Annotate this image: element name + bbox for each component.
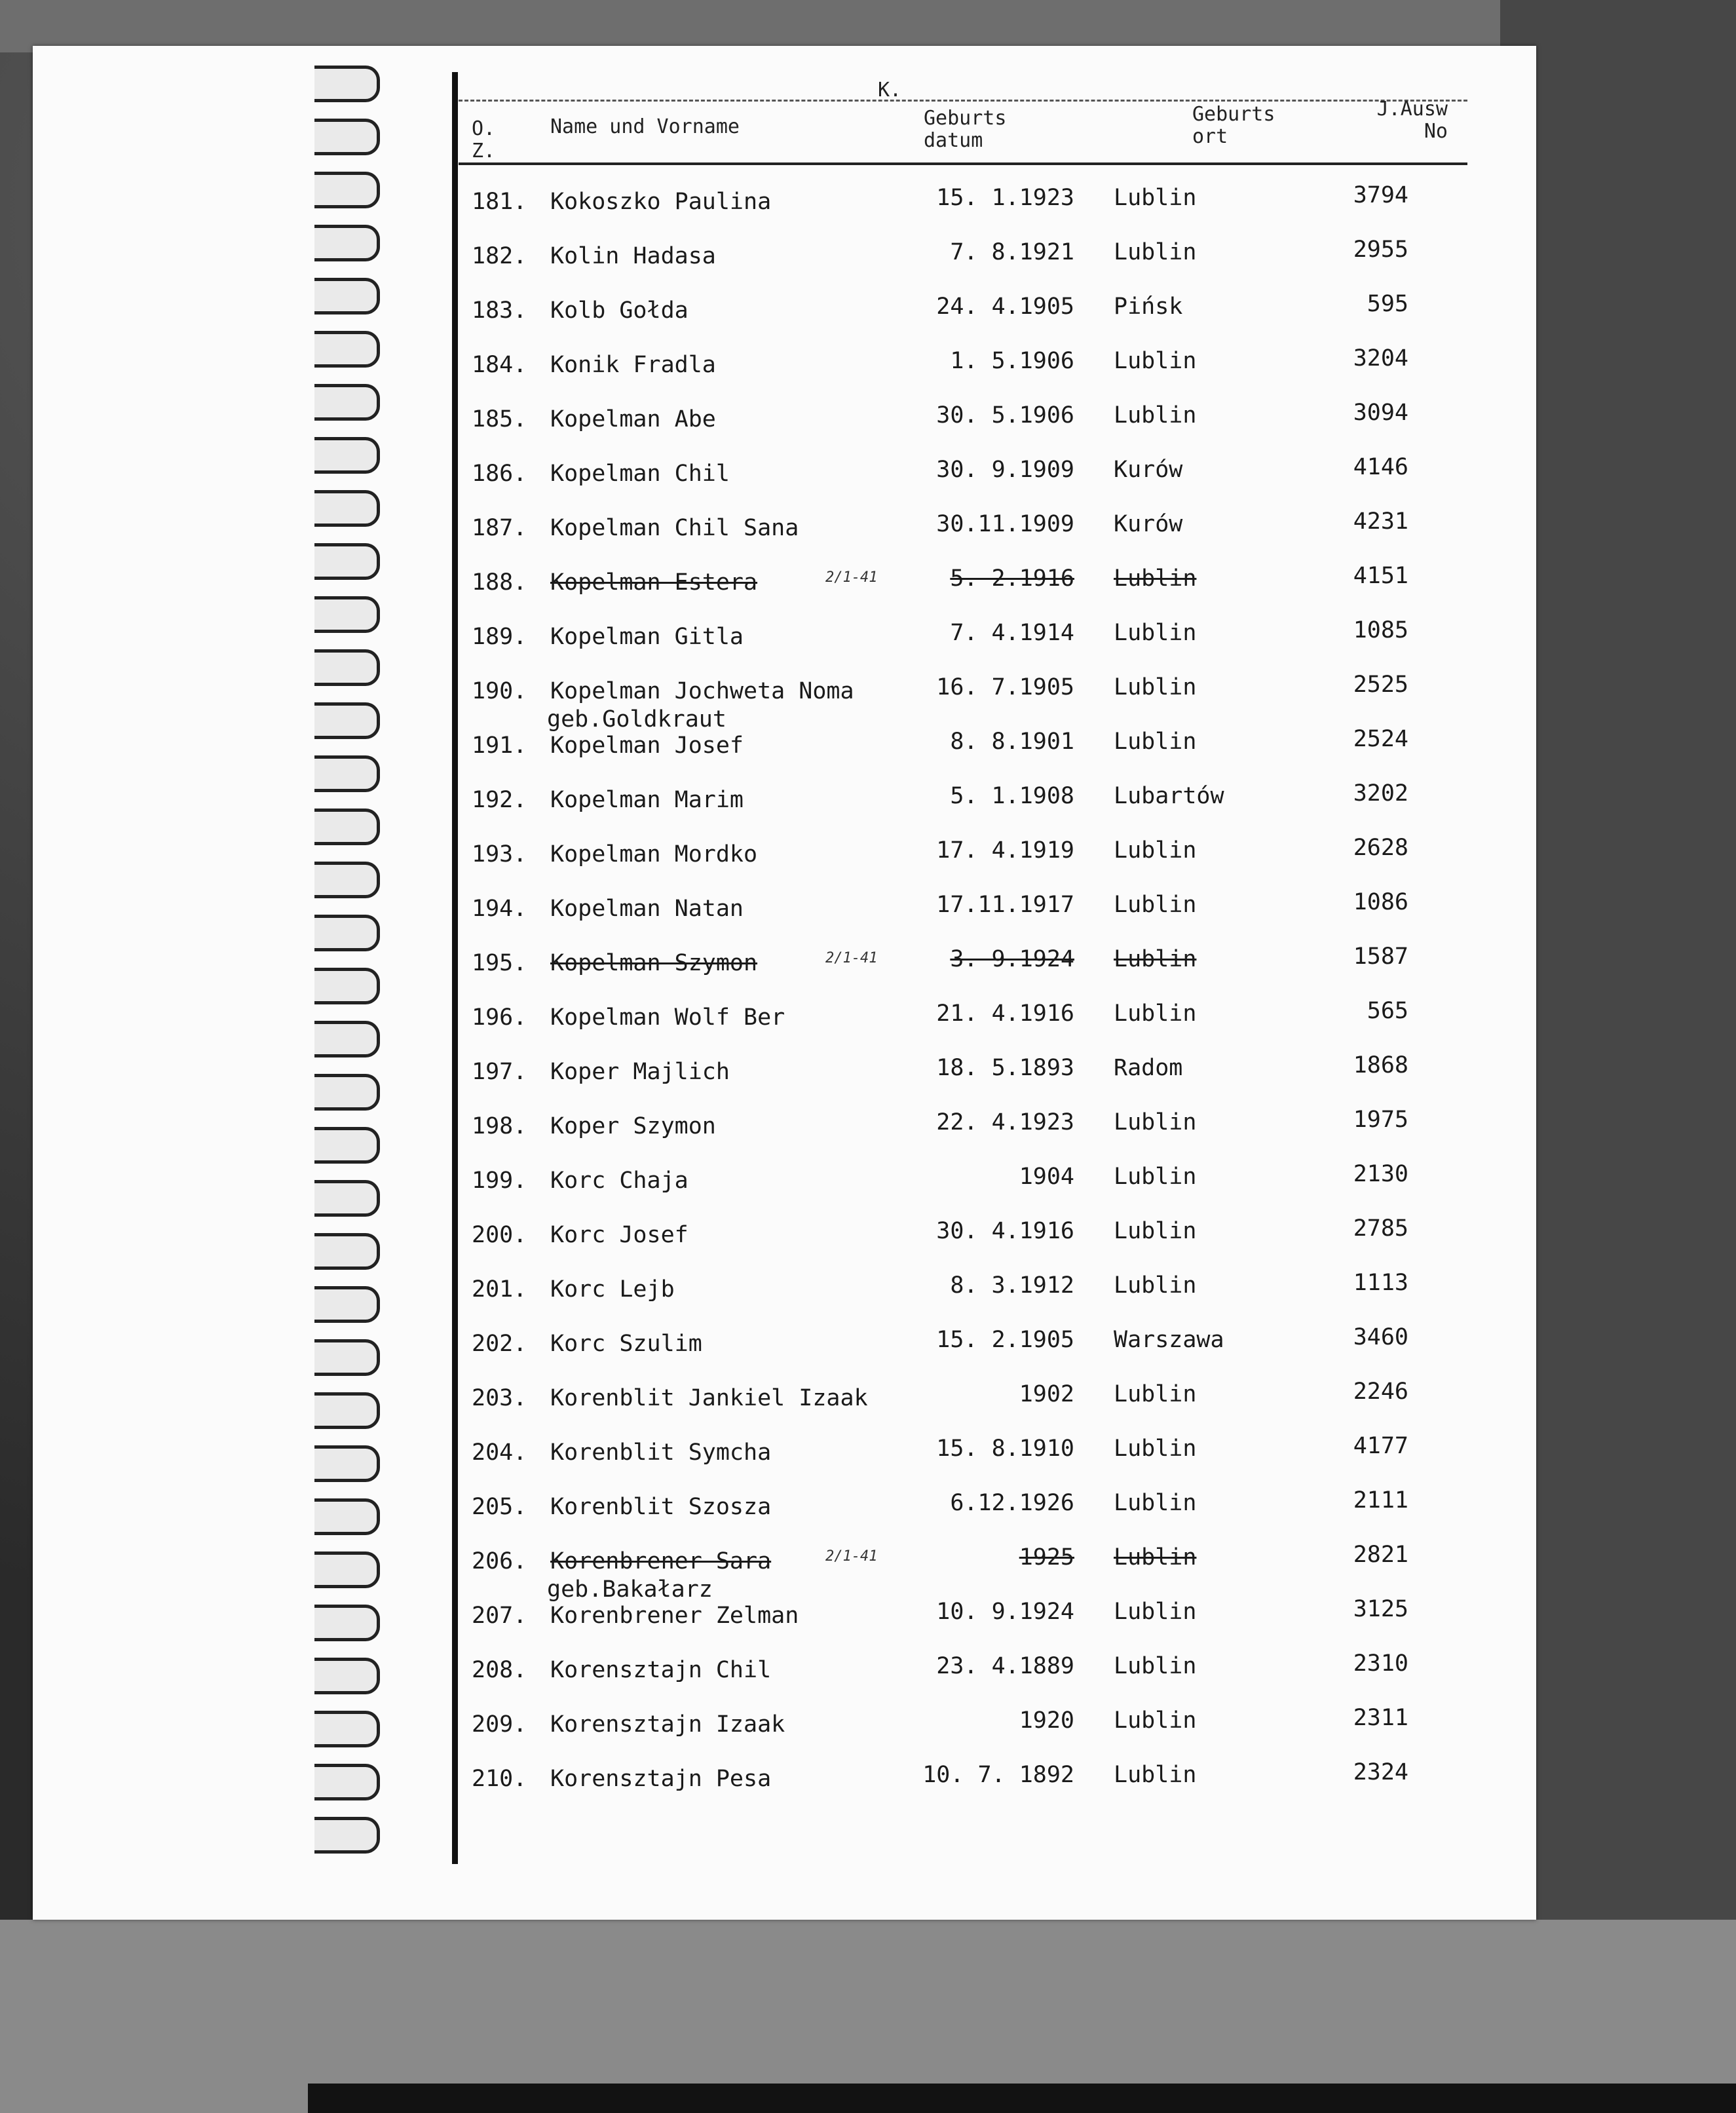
row-ausweis-number: 2524: [1353, 726, 1408, 752]
row-number: 205.: [472, 1494, 527, 1520]
row-birthdate: 8. 3.1912: [950, 1272, 1074, 1299]
binding-ring: [314, 1498, 380, 1535]
table-row: [459, 612, 1467, 666]
row-number: 197.: [472, 1059, 527, 1085]
table-row: [459, 1265, 1467, 1319]
row-birthplace: Lublin: [1114, 1544, 1197, 1570]
row-birthdate: 30.11.1909: [936, 511, 1074, 537]
margin-line: [452, 72, 458, 1864]
binding-ring: [314, 702, 380, 739]
binding-ring: [314, 331, 380, 368]
row-birthdate: 8. 8.1901: [950, 729, 1074, 755]
row-name: Korc Josef: [550, 1222, 689, 1248]
row-ausweis-number: 1587: [1353, 943, 1408, 970]
row-ausweis-number: 1085: [1353, 617, 1408, 643]
table-row: [459, 286, 1467, 340]
row-name: Kopelman Chil Sana: [550, 515, 799, 541]
row-number: 202.: [472, 1331, 527, 1357]
row-ausweis-number: 2821: [1353, 1542, 1408, 1568]
binding-ring: [314, 1392, 380, 1429]
row-name: Kopelman Gitla: [550, 624, 744, 650]
table-row: [459, 1700, 1467, 1754]
row-birthdate: 18. 5.1893: [936, 1055, 1074, 1081]
row-annotation: 2/1-41: [825, 1548, 878, 1565]
table-row: [459, 558, 1467, 612]
row-number: 206.: [472, 1548, 527, 1574]
row-ausweis-number: 2324: [1353, 1759, 1408, 1785]
row-birthplace: Lubartów: [1114, 783, 1224, 809]
row-birthplace: Lublin: [1114, 837, 1197, 864]
row-name: Kolin Hadasa: [550, 243, 716, 269]
row-birthplace: Lublin: [1114, 1436, 1197, 1462]
header-rule: [459, 162, 1467, 165]
binding-ring: [314, 862, 380, 898]
row-birthplace: Lublin: [1114, 1109, 1197, 1135]
table-row: [459, 394, 1467, 449]
header-name: Name und Vorname: [550, 115, 740, 138]
row-ausweis-number: 2785: [1353, 1215, 1408, 1242]
row-name: Korenblit Symcha: [550, 1439, 772, 1466]
row-birthdate: 1920: [1019, 1707, 1074, 1734]
row-birthplace: Lublin: [1114, 1490, 1197, 1516]
binding-ring: [314, 490, 380, 527]
row-number: 207.: [472, 1603, 527, 1629]
row-name: Kopelman Wolf Ber: [550, 1004, 785, 1031]
binding-ring: [314, 1658, 380, 1694]
row-birthdate: 1902: [1019, 1381, 1074, 1407]
header-ausweis: J.Ausw No: [1376, 98, 1448, 143]
row-birthdate: 15. 2.1905: [936, 1327, 1074, 1353]
row-name: Koper Szymon: [550, 1113, 716, 1139]
row-birthdate: 16. 7.1905: [936, 674, 1074, 700]
table-row: [459, 775, 1467, 829]
row-birthplace: Lublin: [1114, 239, 1197, 265]
row-birthdate: 21. 4.1916: [936, 1000, 1074, 1027]
binding-ring: [314, 1021, 380, 1057]
binding-ring: [314, 1605, 380, 1641]
row-birthdate: 5. 1.1908: [950, 783, 1074, 809]
row-maiden-name: geb.Goldkraut: [547, 706, 726, 733]
row-ausweis-number: 2311: [1353, 1705, 1408, 1731]
table-row: [459, 829, 1467, 884]
row-birthplace: Lublin: [1114, 729, 1197, 755]
row-ausweis-number: 4146: [1353, 454, 1408, 480]
row-ausweis-number: 1113: [1353, 1270, 1408, 1296]
binding-ring: [314, 1233, 380, 1270]
row-name: Korenbrener Sara: [550, 1548, 772, 1574]
row-number: 192.: [472, 787, 527, 813]
row-birthplace: Lublin: [1114, 946, 1197, 972]
row-birthdate: 3. 9.1924: [950, 946, 1074, 972]
row-birthplace: Lublin: [1114, 348, 1197, 374]
row-name: Korensztajn Izaak: [550, 1711, 785, 1738]
row-number: 186.: [472, 461, 527, 487]
binding-ring: [314, 649, 380, 686]
binding-ring: [314, 1445, 380, 1482]
row-name: Kopelman Marim: [550, 787, 744, 813]
row-birthplace: Lublin: [1114, 1164, 1197, 1190]
table-row: [459, 1754, 1467, 1808]
table-row: [459, 1210, 1467, 1265]
row-birthdate: 1904: [1019, 1164, 1074, 1190]
binding-ring: [314, 755, 380, 792]
binding-ring: [314, 1074, 380, 1111]
row-birthdate: 5. 2.1916: [950, 565, 1074, 592]
row-name: Kopelman Jochweta Noma: [550, 678, 854, 704]
row-birthplace: Lublin: [1114, 565, 1197, 592]
row-birthdate: 23. 4.1889: [936, 1653, 1074, 1679]
binding-ring: [314, 66, 380, 102]
table-row: [459, 1319, 1467, 1373]
table-row: [459, 231, 1467, 286]
row-birthdate: 17.11.1917: [936, 892, 1074, 918]
row-birthdate: 15. 8.1910: [936, 1436, 1074, 1462]
row-birthplace: Lublin: [1114, 1000, 1197, 1027]
row-number: 204.: [472, 1439, 527, 1466]
row-birthdate: 15. 1.1923: [936, 185, 1074, 211]
header-oz: O. Z.: [472, 117, 496, 162]
row-ausweis-number: 2628: [1353, 835, 1408, 861]
row-birthdate: 17. 4.1919: [936, 837, 1074, 864]
register-rows: [459, 177, 1467, 1808]
row-ausweis-number: 2525: [1353, 672, 1408, 698]
row-ausweis-number: 4151: [1353, 563, 1408, 589]
table-row: [459, 1576, 1467, 1645]
row-annotation: 2/1-41: [825, 569, 878, 586]
row-name: Korc Szulim: [550, 1331, 702, 1357]
row-birthplace: Lublin: [1114, 620, 1197, 646]
scan-bottom-edge: [308, 2084, 1736, 2113]
binding-ring: [314, 543, 380, 580]
row-birthplace: Lublin: [1114, 892, 1197, 918]
row-name: Korc Lejb: [550, 1276, 675, 1303]
row-name: Korc Chaja: [550, 1168, 689, 1194]
row-birthplace: Kurów: [1114, 457, 1183, 483]
row-birthdate: 6.12.1926: [950, 1490, 1074, 1516]
row-number: 199.: [472, 1168, 527, 1194]
row-birthdate: 30. 4.1916: [936, 1218, 1074, 1244]
table-row: [459, 1482, 1467, 1536]
table-row: [459, 706, 1467, 775]
row-ausweis-number: 4177: [1353, 1433, 1408, 1459]
row-name: Kopelman Mordko: [550, 841, 758, 867]
row-name: Kopelman Szymon: [550, 950, 758, 976]
binding-ring: [314, 596, 380, 633]
row-number: 198.: [472, 1113, 527, 1139]
row-name: Kopelman Chil: [550, 461, 730, 487]
header-birthdate: Geburts datum: [924, 107, 1007, 152]
row-number: 184.: [472, 352, 527, 378]
table-row: [459, 938, 1467, 993]
row-birthdate: 22. 4.1923: [936, 1109, 1074, 1135]
binding-ring: [314, 1551, 380, 1588]
row-birthdate: 24. 4.1905: [936, 294, 1074, 320]
binding-ring: [314, 809, 380, 845]
row-birthplace: Lublin: [1114, 402, 1197, 428]
table-row: [459, 177, 1467, 231]
row-birthplace: Kurów: [1114, 511, 1183, 537]
scan-top-edge: [0, 0, 1736, 52]
row-number: 203.: [472, 1385, 527, 1411]
binding-ring: [314, 1711, 380, 1747]
row-name: Konik Fradla: [550, 352, 716, 378]
row-birthplace: Lublin: [1114, 674, 1197, 700]
binding-ring: [314, 384, 380, 421]
row-number: 196.: [472, 1004, 527, 1031]
row-ausweis-number: 4231: [1353, 508, 1408, 535]
row-name: Koper Majlich: [550, 1059, 730, 1085]
row-birthdate: 10. 7. 1892: [922, 1762, 1074, 1788]
row-birthdate: 1925: [1019, 1544, 1074, 1570]
table-row: [459, 1645, 1467, 1700]
row-ausweis-number: 3794: [1353, 182, 1408, 208]
row-number: 200.: [472, 1222, 527, 1248]
spiral-binding: [308, 66, 393, 1867]
row-number: 210.: [472, 1766, 527, 1792]
row-name: Kolb Gołda: [550, 297, 689, 324]
table-row: [459, 1156, 1467, 1210]
row-ausweis-number: 3125: [1353, 1596, 1408, 1622]
row-name: Korensztajn Chil: [550, 1657, 772, 1683]
row-number: 195.: [472, 950, 527, 976]
binding-ring: [314, 1286, 380, 1323]
row-number: 201.: [472, 1276, 527, 1303]
table-row: [459, 1101, 1467, 1156]
binding-ring: [314, 278, 380, 314]
binding-ring: [314, 1180, 380, 1217]
row-name: Kopelman Natan: [550, 896, 744, 922]
row-name: Kopelman Abe: [550, 406, 716, 432]
row-number: 181.: [472, 189, 527, 215]
binding-ring: [314, 968, 380, 1004]
row-name: Kopelman Estera: [550, 569, 758, 596]
row-ausweis-number: 595: [1367, 291, 1408, 317]
row-name: Korenbrener Zelman: [550, 1603, 799, 1629]
row-annotation: 2/1-41: [825, 950, 878, 966]
row-name: Kokoszko Paulina: [550, 189, 772, 215]
row-birthplace: Radom: [1114, 1055, 1183, 1081]
register-sheet: [459, 79, 1467, 1861]
row-birthdate: 7. 8.1921: [950, 239, 1074, 265]
header-birthplace: Geburts ort: [1192, 103, 1275, 148]
header-dashed-rule: [459, 100, 1467, 102]
row-number: 194.: [472, 896, 527, 922]
binding-ring: [314, 172, 380, 208]
row-name: Korenblit Szosza: [550, 1494, 772, 1520]
row-maiden-name: geb.Bakałarz: [547, 1576, 713, 1603]
row-birthplace: Lublin: [1114, 1707, 1197, 1734]
row-birthdate: 7. 4.1914: [950, 620, 1074, 646]
row-number: 193.: [472, 841, 527, 867]
row-ausweis-number: 2955: [1353, 237, 1408, 263]
row-ausweis-number: 3202: [1353, 780, 1408, 807]
row-ausweis-number: 1868: [1353, 1052, 1408, 1078]
row-number: 188.: [472, 569, 527, 596]
row-birthplace: Pińsk: [1114, 294, 1183, 320]
row-birthplace: Lublin: [1114, 1381, 1197, 1407]
row-ausweis-number: 2111: [1353, 1487, 1408, 1513]
row-birthdate: 10. 9.1924: [936, 1599, 1074, 1625]
row-birthplace: Lublin: [1114, 185, 1197, 211]
row-ausweis-number: 1975: [1353, 1107, 1408, 1133]
row-birthplace: Warszawa: [1114, 1327, 1224, 1353]
row-birthplace: Lublin: [1114, 1218, 1197, 1244]
row-birthplace: Lublin: [1114, 1272, 1197, 1299]
row-number: 209.: [472, 1711, 527, 1738]
binding-ring: [314, 119, 380, 155]
row-ausweis-number: 3460: [1353, 1324, 1408, 1350]
table-row: [459, 1428, 1467, 1482]
row-birthplace: Lublin: [1114, 1653, 1197, 1679]
row-ausweis-number: 2246: [1353, 1379, 1408, 1405]
row-ausweis-number: 2310: [1353, 1650, 1408, 1677]
table-row: [459, 1047, 1467, 1101]
table-row: [459, 884, 1467, 938]
row-number: 190.: [472, 678, 527, 704]
row-name: Kopelman Josef: [550, 733, 744, 759]
row-ausweis-number: 3094: [1353, 400, 1408, 426]
row-birthplace: Lublin: [1114, 1762, 1197, 1788]
row-number: 183.: [472, 297, 527, 324]
row-number: 185.: [472, 406, 527, 432]
binding-ring: [314, 1764, 380, 1800]
row-birthdate: 1. 5.1906: [950, 348, 1074, 374]
binding-ring: [314, 915, 380, 951]
binding-ring: [314, 1127, 380, 1164]
table-row: [459, 1373, 1467, 1428]
row-name: Korensztajn Pesa: [550, 1766, 772, 1792]
row-ausweis-number: 2130: [1353, 1161, 1408, 1187]
binding-ring: [314, 225, 380, 261]
row-ausweis-number: 1086: [1353, 889, 1408, 915]
row-ausweis-number: 565: [1367, 998, 1408, 1024]
table-row: [459, 993, 1467, 1047]
row-birthplace: Lublin: [1114, 1599, 1197, 1625]
row-number: 208.: [472, 1657, 527, 1683]
row-ausweis-number: 3204: [1353, 345, 1408, 371]
table-row: [459, 340, 1467, 394]
row-number: 187.: [472, 515, 527, 541]
table-row: [459, 503, 1467, 558]
section-letter: K.: [878, 79, 902, 102]
row-number: 182.: [472, 243, 527, 269]
row-name: Korenblit Jankiel Izaak: [550, 1385, 868, 1411]
row-birthdate: 30. 9.1909: [936, 457, 1074, 483]
binding-ring: [314, 1339, 380, 1376]
row-birthdate: 30. 5.1906: [936, 402, 1074, 428]
row-number: 191.: [472, 733, 527, 759]
table-row: [459, 449, 1467, 503]
row-number: 189.: [472, 624, 527, 650]
binding-ring: [314, 1817, 380, 1854]
binding-ring: [314, 437, 380, 474]
